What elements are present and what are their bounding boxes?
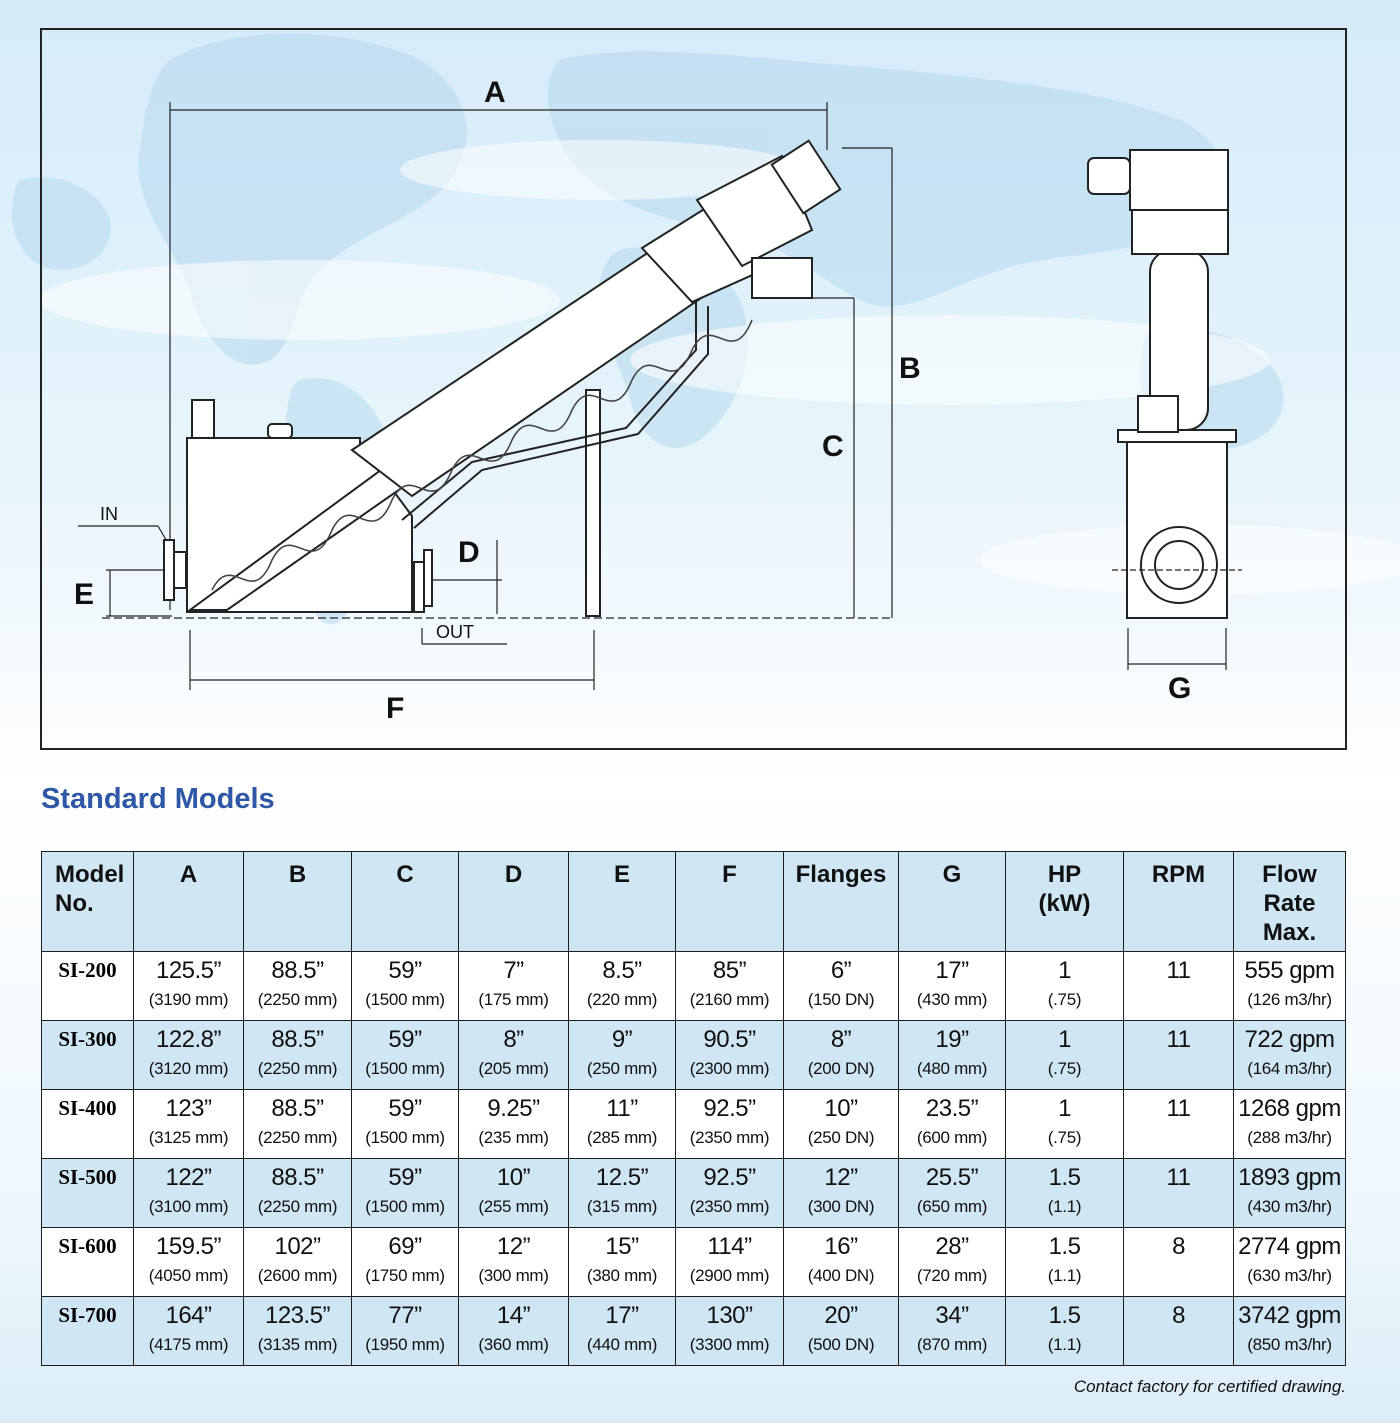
cell-metric-value: (3190 mm) bbox=[148, 990, 229, 1009]
cell-value: 88.5” bbox=[271, 1164, 324, 1191]
cell-flow-rate bbox=[1234, 1297, 1346, 1366]
cell-d bbox=[459, 1297, 569, 1366]
cell-d bbox=[459, 1159, 569, 1228]
cell-rpm bbox=[1124, 1159, 1234, 1228]
cell-value: 1893 gpm bbox=[1238, 1164, 1341, 1191]
cell-flow-rate bbox=[1234, 1159, 1346, 1228]
cell-metric-value: (205 mm) bbox=[478, 1059, 549, 1078]
cell-flanges bbox=[784, 952, 899, 1021]
standard-models-table bbox=[41, 851, 1346, 1366]
cell-metric-value: (720 mm) bbox=[916, 1266, 988, 1285]
cell-value: 12” bbox=[824, 1164, 858, 1191]
cell-g bbox=[899, 1090, 1006, 1159]
cell-metric-value: (2250 mm) bbox=[257, 990, 338, 1009]
cell-metric-value: (1500 mm) bbox=[365, 1197, 445, 1216]
cell-flow-rate bbox=[1234, 1021, 1346, 1090]
label-e: E bbox=[74, 578, 95, 611]
cell-e bbox=[569, 1090, 676, 1159]
cell-rpm bbox=[1124, 1228, 1234, 1297]
cell-value: 1.5 bbox=[1048, 1164, 1081, 1191]
cell-value: 11 bbox=[1166, 1095, 1191, 1122]
cell-value: 123” bbox=[165, 1095, 212, 1122]
cell-metric-value: (3135 mm) bbox=[257, 1335, 338, 1354]
cell-value: 59” bbox=[388, 957, 422, 984]
cell-metric-value: (3300 mm) bbox=[689, 1335, 770, 1354]
cell-metric-value: (400 DN) bbox=[807, 1266, 875, 1285]
cell-a bbox=[134, 1228, 244, 1297]
cell-b bbox=[244, 1090, 352, 1159]
table-row bbox=[42, 1297, 1346, 1366]
cell-b bbox=[244, 952, 352, 1021]
cell-value: 11 bbox=[1166, 1164, 1191, 1191]
cell-value: 1 bbox=[1058, 1026, 1071, 1053]
cell-metric-value: (255 mm) bbox=[478, 1197, 549, 1216]
cell-value: 85” bbox=[712, 957, 747, 984]
cell-value: 2774 gpm bbox=[1238, 1233, 1341, 1260]
cell-value: 17” bbox=[605, 1302, 639, 1329]
cell-metric-value: (1750 mm) bbox=[365, 1266, 445, 1285]
cell-rpm bbox=[1124, 1090, 1234, 1159]
cell-value: 11 bbox=[1166, 957, 1191, 984]
cell-value: 159.5” bbox=[155, 1233, 222, 1260]
screw-conveyor-drawing bbox=[42, 30, 1349, 752]
header-flow-rate: Flow Rate Max. bbox=[1234, 852, 1346, 952]
cell-g bbox=[899, 1021, 1006, 1090]
cell-metric-value: (850 m3/hr) bbox=[1247, 1335, 1332, 1354]
cell-metric-value: (288 m3/hr) bbox=[1247, 1128, 1332, 1147]
cell-metric-value: (380 mm) bbox=[586, 1266, 658, 1285]
cell-metric-value: (1950 mm) bbox=[365, 1335, 445, 1354]
cell-value: 1.5 bbox=[1048, 1233, 1081, 1260]
cell-metric-value: (2300 mm) bbox=[689, 1059, 770, 1078]
cell-value: 59” bbox=[388, 1026, 422, 1053]
cell-flow-rate bbox=[1234, 1228, 1346, 1297]
cell-value: 1 bbox=[1058, 957, 1071, 984]
cell-value: 12” bbox=[496, 1233, 531, 1260]
cell-a bbox=[134, 1090, 244, 1159]
label-g: G bbox=[1168, 672, 1192, 705]
table-row bbox=[42, 1159, 1346, 1228]
cell-value: 1268 gpm bbox=[1238, 1095, 1341, 1122]
cell-metric-value: (440 mm) bbox=[586, 1335, 658, 1354]
cell-value: 17” bbox=[935, 957, 969, 984]
cell-e bbox=[569, 1228, 676, 1297]
cell-value: 164” bbox=[165, 1302, 212, 1329]
cell-metric-value: (2600 mm) bbox=[257, 1266, 338, 1285]
cell-metric-value: (650 mm) bbox=[916, 1197, 988, 1216]
cell-d bbox=[459, 952, 569, 1021]
cell-f bbox=[676, 1159, 784, 1228]
cell-a bbox=[134, 1297, 244, 1366]
header-flanges: Flanges bbox=[784, 852, 899, 952]
cell-e bbox=[569, 952, 676, 1021]
cell-c bbox=[352, 1159, 459, 1228]
cell-value: 92.5” bbox=[703, 1095, 756, 1122]
cell-f bbox=[676, 952, 784, 1021]
cell-f bbox=[676, 1297, 784, 1366]
cell-metric-value: (3120 mm) bbox=[148, 1059, 229, 1078]
cell-flow-rate bbox=[1234, 1090, 1346, 1159]
cell-hp bbox=[1006, 1090, 1124, 1159]
cell-flanges bbox=[784, 1228, 899, 1297]
cell-g bbox=[899, 1297, 1006, 1366]
cell-metric-value: (150 DN) bbox=[807, 990, 875, 1009]
cell-a bbox=[134, 1021, 244, 1090]
header-d: D bbox=[459, 852, 569, 952]
cell-metric-value: (.75) bbox=[1047, 1128, 1082, 1147]
cell-value: 14” bbox=[496, 1302, 531, 1329]
cell-e bbox=[569, 1159, 676, 1228]
technical-drawing bbox=[40, 28, 1347, 750]
cell-metric-value: (300 DN) bbox=[807, 1197, 875, 1216]
cell-metric-value: (4175 mm) bbox=[148, 1335, 229, 1354]
header-rpm: RPM bbox=[1124, 852, 1234, 952]
table-row bbox=[42, 1021, 1346, 1090]
cell-value: 8 bbox=[1172, 1233, 1185, 1260]
cell-metric-value: (2350 mm) bbox=[689, 1128, 770, 1147]
header-g: G bbox=[899, 852, 1006, 952]
table-body bbox=[42, 952, 1346, 1366]
cell-value: 88.5” bbox=[271, 957, 324, 984]
cell-value: 555 gpm bbox=[1244, 957, 1335, 984]
cell-value: 23.5” bbox=[925, 1095, 979, 1122]
cell-metric-value: (285 mm) bbox=[586, 1128, 658, 1147]
cell-metric-value: (1.1) bbox=[1047, 1266, 1082, 1285]
cell-c bbox=[352, 952, 459, 1021]
cell-hp bbox=[1006, 952, 1124, 1021]
cell-value: 102” bbox=[274, 1233, 321, 1260]
cell-metric-value: (1500 mm) bbox=[365, 1059, 445, 1078]
cell-e bbox=[569, 1021, 676, 1090]
cell-metric-value: (2160 mm) bbox=[689, 990, 770, 1009]
cell-g bbox=[899, 1228, 1006, 1297]
table-header-row bbox=[42, 852, 1346, 952]
cell-hp bbox=[1006, 1228, 1124, 1297]
cell-metric-value: (175 mm) bbox=[478, 990, 549, 1009]
cell-value: 9” bbox=[611, 1026, 633, 1053]
cell-b bbox=[244, 1297, 352, 1366]
cell-d bbox=[459, 1228, 569, 1297]
table-row bbox=[42, 1228, 1346, 1297]
cell-value: 90.5” bbox=[703, 1026, 756, 1053]
cell-value: 123.5” bbox=[264, 1302, 331, 1329]
cell-value: 11” bbox=[606, 1095, 638, 1122]
cell-model: SI-300 bbox=[42, 1021, 134, 1090]
cell-metric-value: (630 m3/hr) bbox=[1247, 1266, 1332, 1285]
side-motor bbox=[1088, 158, 1130, 194]
cell-value: 114” bbox=[707, 1233, 752, 1260]
cell-e bbox=[569, 1297, 676, 1366]
cell-value: 125.5” bbox=[155, 957, 222, 984]
header-b: B bbox=[244, 852, 352, 952]
cell-value: 11 bbox=[1166, 1026, 1191, 1053]
cell-metric-value: (2250 mm) bbox=[257, 1059, 338, 1078]
cell-c bbox=[352, 1090, 459, 1159]
cell-a bbox=[134, 952, 244, 1021]
cell-model: SI-400 bbox=[42, 1090, 134, 1159]
cell-metric-value: (300 mm) bbox=[478, 1266, 549, 1285]
header-e: E bbox=[569, 852, 676, 952]
cell-flow-rate bbox=[1234, 952, 1346, 1021]
footnote: Contact factory for certified drawing. bbox=[1073, 1377, 1346, 1396]
cell-rpm bbox=[1124, 952, 1234, 1021]
side-view bbox=[1088, 150, 1236, 618]
cell-value: 77” bbox=[388, 1302, 422, 1329]
cell-metric-value: (.75) bbox=[1047, 990, 1082, 1009]
cell-g bbox=[899, 1159, 1006, 1228]
cell-value: 8 bbox=[1172, 1302, 1185, 1329]
cell-value: 15” bbox=[605, 1233, 639, 1260]
cell-hp bbox=[1006, 1159, 1124, 1228]
cell-metric-value: (3100 mm) bbox=[148, 1197, 229, 1216]
cell-value: 59” bbox=[388, 1095, 422, 1122]
cell-flanges bbox=[784, 1297, 899, 1366]
cell-c bbox=[352, 1297, 459, 1366]
cell-metric-value: (360 mm) bbox=[478, 1335, 549, 1354]
table-row bbox=[42, 1090, 1346, 1159]
cell-metric-value: (870 mm) bbox=[916, 1335, 988, 1354]
cell-hp bbox=[1006, 1021, 1124, 1090]
cell-value: 10” bbox=[824, 1095, 858, 1122]
cell-value: 10” bbox=[496, 1164, 531, 1191]
cell-value: 1 bbox=[1058, 1095, 1071, 1122]
cell-metric-value: (3125 mm) bbox=[148, 1128, 229, 1147]
cell-c bbox=[352, 1021, 459, 1090]
cell-value: 6” bbox=[830, 957, 852, 984]
section-title: Standard Models bbox=[41, 783, 275, 815]
header-a: A bbox=[134, 852, 244, 952]
cell-model: SI-500 bbox=[42, 1159, 134, 1228]
cell-metric-value: (2250 mm) bbox=[257, 1197, 338, 1216]
label-f: F bbox=[386, 692, 405, 725]
cell-metric-value: (220 mm) bbox=[586, 990, 658, 1009]
label-out: OUT bbox=[436, 622, 474, 642]
label-b: B bbox=[899, 352, 921, 385]
cell-value: 8” bbox=[830, 1026, 852, 1053]
table-row bbox=[42, 952, 1346, 1021]
cell-metric-value: (1.1) bbox=[1047, 1335, 1082, 1354]
cell-model: SI-600 bbox=[42, 1228, 134, 1297]
cell-metric-value: (250 DN) bbox=[807, 1128, 875, 1147]
cell-f bbox=[676, 1021, 784, 1090]
cell-b bbox=[244, 1159, 352, 1228]
cell-value: 1.5 bbox=[1048, 1302, 1081, 1329]
cell-value: 122.8” bbox=[155, 1026, 222, 1053]
cell-value: 12.5” bbox=[595, 1164, 649, 1191]
cell-value: 92.5” bbox=[703, 1164, 756, 1191]
cell-metric-value: (164 m3/hr) bbox=[1247, 1059, 1332, 1078]
cell-model: SI-200 bbox=[42, 952, 134, 1021]
cell-c bbox=[352, 1228, 459, 1297]
cell-value: 722 gpm bbox=[1244, 1026, 1335, 1053]
cell-metric-value: (430 m3/hr) bbox=[1247, 1197, 1332, 1216]
cell-value: 130” bbox=[706, 1302, 753, 1329]
cell-rpm bbox=[1124, 1021, 1234, 1090]
label-c: C bbox=[822, 430, 844, 463]
cell-d bbox=[459, 1021, 569, 1090]
cell-metric-value: (1.1) bbox=[1047, 1197, 1082, 1216]
cell-value: 8” bbox=[503, 1026, 524, 1053]
cell-flanges bbox=[784, 1159, 899, 1228]
cell-metric-value: (126 m3/hr) bbox=[1247, 990, 1332, 1009]
cell-value: 19” bbox=[935, 1026, 969, 1053]
cell-metric-value: (235 mm) bbox=[478, 1128, 549, 1147]
cell-value: 59” bbox=[388, 1164, 422, 1191]
cell-value: 16” bbox=[824, 1233, 858, 1260]
cell-metric-value: (2900 mm) bbox=[689, 1266, 770, 1285]
cell-flanges bbox=[784, 1090, 899, 1159]
cell-d bbox=[459, 1090, 569, 1159]
cell-value: 25.5” bbox=[925, 1164, 979, 1191]
cell-value: 7” bbox=[503, 957, 524, 984]
cell-metric-value: (500 DN) bbox=[807, 1335, 875, 1354]
cell-metric-value: (200 DN) bbox=[807, 1059, 875, 1078]
cell-metric-value: (250 mm) bbox=[586, 1059, 658, 1078]
cell-value: 8.5” bbox=[602, 957, 642, 984]
cell-f bbox=[676, 1090, 784, 1159]
cell-value: 88.5” bbox=[271, 1095, 324, 1122]
cell-metric-value: (600 mm) bbox=[916, 1128, 988, 1147]
cell-b bbox=[244, 1228, 352, 1297]
cell-metric-value: (.75) bbox=[1047, 1059, 1082, 1078]
cell-metric-value: (480 mm) bbox=[916, 1059, 988, 1078]
cell-metric-value: (430 mm) bbox=[916, 990, 988, 1009]
cell-hp bbox=[1006, 1297, 1124, 1366]
label-a: A bbox=[484, 76, 506, 109]
cell-metric-value: (315 mm) bbox=[586, 1197, 658, 1216]
header-c: C bbox=[352, 852, 459, 952]
cell-value: 28” bbox=[935, 1233, 969, 1260]
cell-metric-value: (1500 mm) bbox=[365, 990, 445, 1009]
label-d: D bbox=[458, 536, 480, 569]
cell-f bbox=[676, 1228, 784, 1297]
cell-value: 3742 gpm bbox=[1238, 1302, 1341, 1329]
cell-metric-value: (2350 mm) bbox=[689, 1197, 770, 1216]
cell-flanges bbox=[784, 1021, 899, 1090]
cell-rpm bbox=[1124, 1297, 1234, 1366]
cell-metric-value: (2250 mm) bbox=[257, 1128, 338, 1147]
cell-value: 88.5” bbox=[271, 1026, 324, 1053]
cell-b bbox=[244, 1021, 352, 1090]
cell-a bbox=[134, 1159, 244, 1228]
cell-value: 9.25” bbox=[487, 1095, 540, 1122]
cell-value: 34” bbox=[935, 1302, 969, 1329]
cell-metric-value: (4050 mm) bbox=[148, 1266, 229, 1285]
support-leg bbox=[586, 390, 600, 616]
header-model: Model No. bbox=[42, 852, 134, 952]
cell-g bbox=[899, 952, 1006, 1021]
cell-model: SI-700 bbox=[42, 1297, 134, 1366]
cell-value: 20” bbox=[824, 1302, 858, 1329]
cell-metric-value: (1500 mm) bbox=[365, 1128, 445, 1147]
cell-value: 69” bbox=[388, 1233, 422, 1260]
label-in: IN bbox=[100, 504, 118, 524]
cell-value: 122” bbox=[165, 1164, 212, 1191]
header-f: F bbox=[676, 852, 784, 952]
header-hp: HP (kW) bbox=[1006, 852, 1124, 952]
